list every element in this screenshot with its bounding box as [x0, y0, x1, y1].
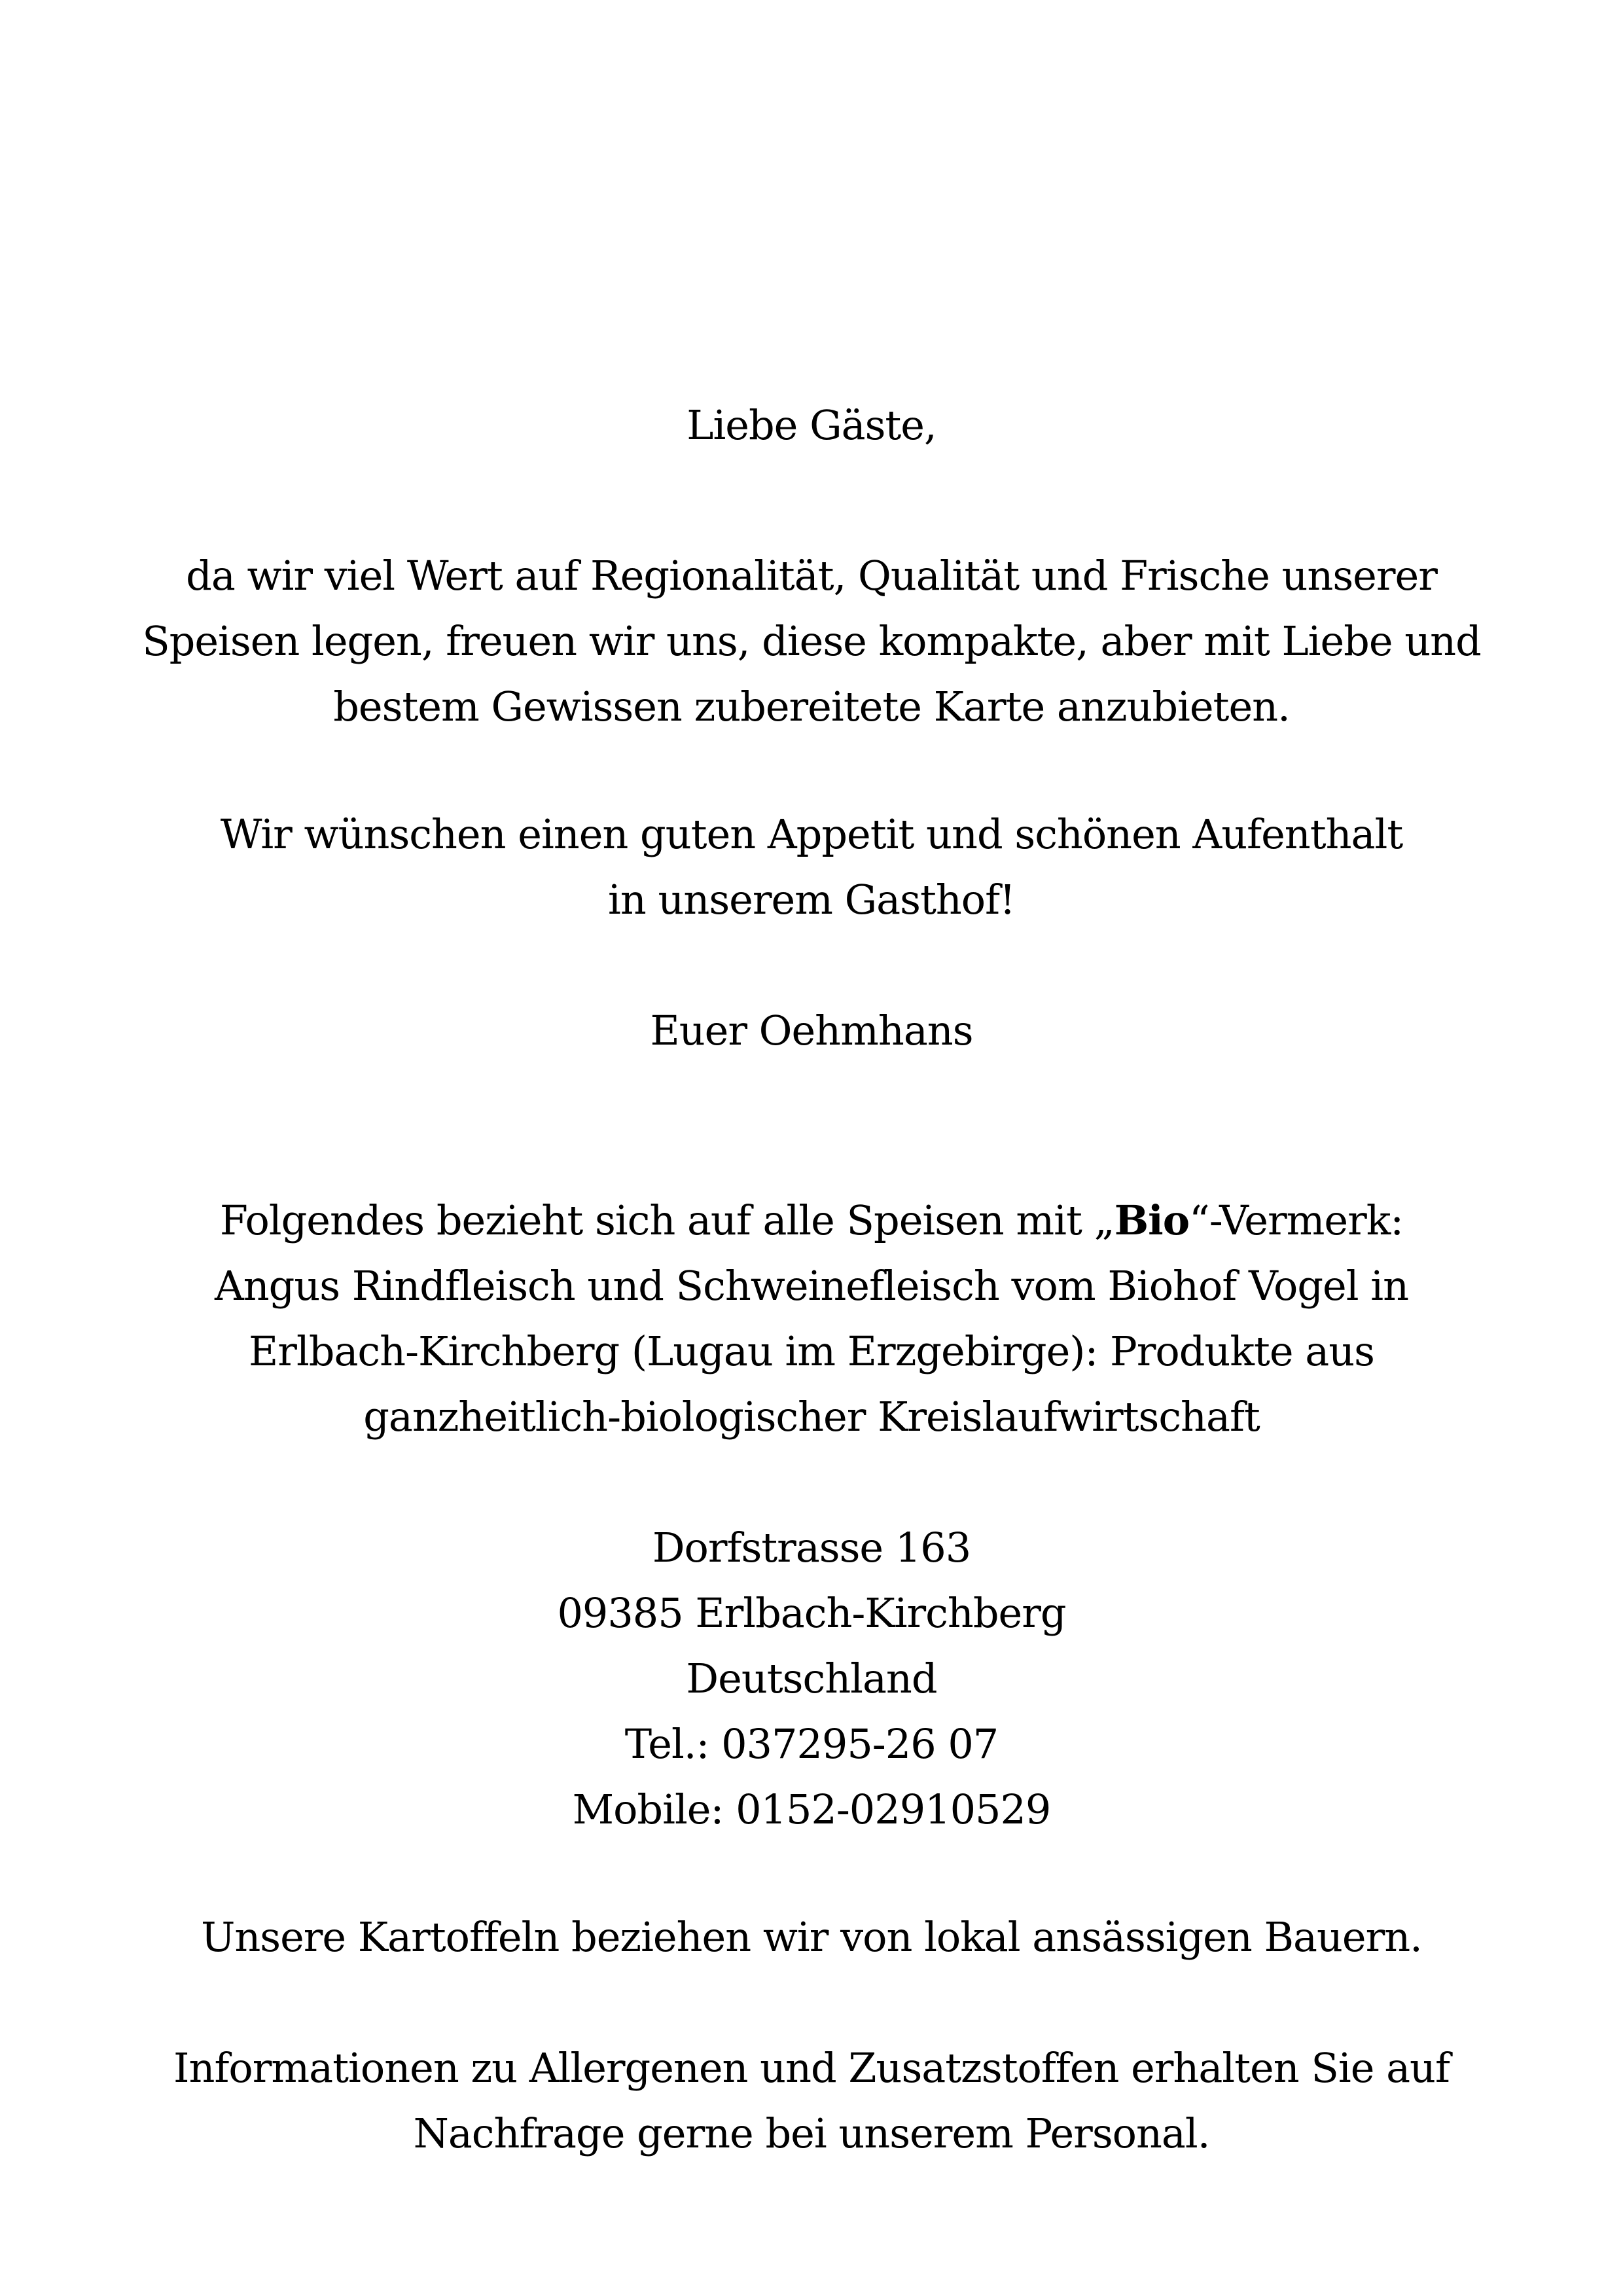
- bio-note-line-1: [0, 1188, 1623, 1253]
- potatoes-note-line: Unsere Kartoffeln beziehen wir von lokal ansässigen Bauern.: [201, 1913, 1422, 1961]
- bio-note-line-4: ganzheitlich-biologischer Kreislaufwirtschaft: [363, 1393, 1260, 1441]
- address-city: 09385 Erlbach-Kirchberg: [557, 1589, 1066, 1637]
- bio-note-line-1-prefix: Folgendes bezieht sich auf alle Speisen mit „: [219, 1196, 1115, 1244]
- bio-note-line-3: Erlbach-Kirchberg (Lugau im Erzgebirge): Produkte aus: [249, 1327, 1374, 1375]
- allergy-note-line-1: Informationen zu Allergenen und Zusatzstoffen erhalten Sie auf: [173, 2044, 1450, 2092]
- allergy-note-paragraph: [0, 2036, 1623, 2166]
- allergy-note-line-2: Nachfrage gerne bei unserem Personal.: [413, 2109, 1210, 2157]
- bio-note-line-2: Angus Rindfleisch und Schweinefleisch vom Biohof Vogel in: [214, 1262, 1409, 1310]
- intro-line-1: da wir viel Wert auf Regionalität, Qualität und Frische unserer: [186, 552, 1437, 600]
- address-block: [0, 1515, 1623, 1842]
- intro-paragraph: [0, 543, 1623, 740]
- wish-paragraph: [0, 802, 1623, 933]
- address-street: Dorfstrasse 163: [652, 1524, 971, 1571]
- intro-line-2: Speisen legen, freuen wir uns, diese kompakte, aber mit Liebe und: [142, 617, 1481, 665]
- address-phone: Tel.: 037295-26 07: [624, 1720, 999, 1768]
- signature-line: Euer Oehmhans: [650, 1007, 973, 1054]
- wish-line-1: Wir wünschen einen guten Appetit und schönen Aufenthalt: [220, 810, 1403, 858]
- bio-note-paragraph: [0, 1188, 1623, 1450]
- address-country: Deutschland: [686, 1655, 937, 1702]
- intro-line-3: bestem Gewissen zubereitete Karte anzubieten.: [333, 683, 1290, 730]
- greeting-line: Liebe Gäste,: [687, 401, 936, 449]
- wish-line-2: in unserem Gasthof!: [607, 876, 1015, 924]
- bio-note-line-1-emphasis: Bio: [1114, 1196, 1190, 1244]
- bio-note-line-1-suffix: “-Vermerk:: [1189, 1196, 1404, 1244]
- address-mobile: Mobile: 0152-02910529: [572, 1785, 1051, 1833]
